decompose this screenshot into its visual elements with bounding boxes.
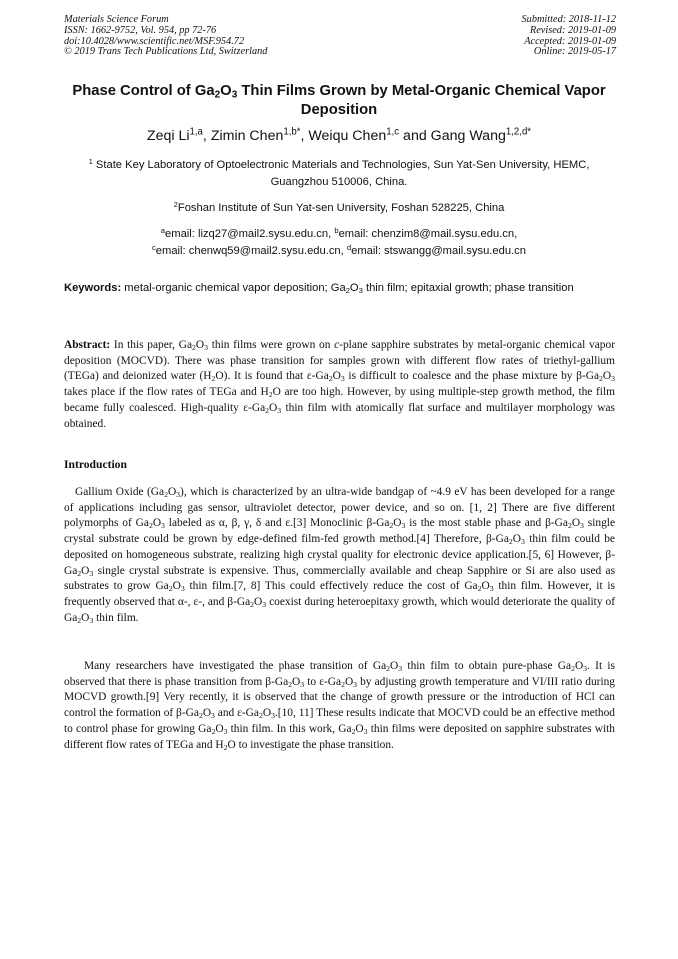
keywords-label: Keywords: bbox=[64, 282, 122, 294]
date-submitted: Submitted: 2018-11-12 bbox=[521, 14, 616, 25]
date-revised: Revised: 2019-01-09 bbox=[529, 24, 616, 36]
author-emails: $^a$email: lizq27@mail2.sysu.edu.cn, $^b$email: chenzim8@mail.sysu.edu.cn, $^c$email: chenwq59@mail2.sysu.edu.cn, $^d$email: stswangg@mail.sysu.edu.cn bbox=[151, 225, 527, 257]
journal-copyright: © 2019 Trans Tech Publications Ltd, Switzerland bbox=[64, 46, 268, 58]
author-name: Gang Wang bbox=[430, 128, 506, 144]
affiliation-1: $^1$ State Key Laboratory of Optoelectronic Materials and Technologies, Sun Yat-Sen University, HEMC, Guangzhou 510006, China. bbox=[88, 156, 590, 188]
introduction-paragraph-2: Many researchers have investigated the phase transition of $Ga_2O_3$ thin film to obtain pure-phase $Ga_2O_3$. It is observed that there is phase transition from $\beta-Ga_2O_3$ to $\varepsilon-Ga_2O_3$ by adjusting growth temperature and VI/III ratio during MOCVD growth.[9] Very recently, it is observed that the change of growth pressure or the introduction of HCl can control the formation of $\beta-Ga_2O_3$ and $\varepsilon-Ga_2O_3.[10$, 11] These results indicate that MOCVD could be an effective method to control phase for growing $Ga_2O_3$ thin film. In this work, $Ga_2O_3$ thin films were deposited on sapphire substrates with different flow rates of TEGa and $H_2O$ to investigate the phase transition. bbox=[64, 660, 616, 752]
author-name: Zimin Chen bbox=[210, 128, 284, 144]
abstract: Abstract: In this paper, $Ga_2O_3$ thin films were grown on c-plane sapphire substrates by metal-organic chemical vapor deposition (MOCVD). There was phase transition for samples grown with different flow rates of triethyl-gallium (TEGa) and deionized water $(H_2O)$. It is found that $\varepsilon-Ga_2O_3$ is difficult to coalesce and the phase mixture by $\beta-Ga_2O_3$ takes place if the flow rates of TEGa and $H_2O$ are too high. However, by using multiple-step growth method, the film became fully coalesced. High-quality $\varepsilon-Ga_2O_3$ thin film with atomically flat surface and multilayer morphology was obtained. bbox=[64, 339, 615, 430]
abstract-label: Abstract: bbox=[64, 339, 111, 351]
date-online: Online: 2019-05-17 bbox=[533, 46, 616, 58]
author-name: Zeqi Li bbox=[146, 128, 190, 144]
journal-info bbox=[64, 15, 267, 58]
publication-dates bbox=[522, 15, 616, 58]
journal-name: Materials Science Forum bbox=[64, 14, 169, 25]
journal-doi: doi:10.4028/www.scientific.net/MSF.954.72 bbox=[64, 35, 245, 47]
affiliation-2: $^2$Foshan Institute of Sun Yat-sen University, Foshan 528225, China bbox=[173, 199, 505, 214]
author-name: Weiqu Chen bbox=[308, 128, 387, 144]
introduction-paragraph-1: Gallium Oxide $(Ga_2O_3)$, which is characterized by an ultra-wide bandgap of ~4.9 eV has been developed for a range of applications including gas sensor, ultraviolet detector, power device, and so on. [1, 2] There are five different polymorphs of $Ga_2O_3$ labeled as α, β, γ, δ and ε.[3] Monoclinic $\beta-Ga_2O_3$ is the most stable phase and $\beta-Ga_2O_3$ single crystal substrate could be grown by edge-defined film-fed growth method.[4] Therefore, $\beta-Ga_2O_3$ thin film could be deposited on homogeneous substrate, realizing high crystal quality for electronic device application.[5, 6] However, $\beta-Ga_2O_3$ single crystal substrate is expensive. Thus, commercially available and cheap Sapphire or Si are also used as substrates to grow $Ga_2O_3$ thin film.[7, 8] This could effectively reduce the cost of $Ga_2O_3$ thin film. However, it is frequently observed that α-, ε-, and $\beta-Ga_2O_3$ coexist during heteroepitaxy growth, which would deteriorate the quality of $Ga_2O_3$ thin film. bbox=[64, 486, 615, 625]
keywords: Keywords: metal-organic chemical vapor deposition; $Ga_2O_3$ thin film; epitaxial growth; phase transition bbox=[64, 282, 574, 295]
author-list: Zeqi Li$^{1,a}$, Zimin Chen$^{1,b*}$, Weiqu Chen$^{1,c}$ and Gang Wang$^{1,2,d*}$ bbox=[146, 126, 532, 144]
date-accepted: Accepted: 2019-01-09 bbox=[524, 35, 616, 47]
section-heading-introduction: Introduction bbox=[64, 458, 127, 471]
journal-issn: ISSN: 1662-9752, Vol. 954, pp 72-76 bbox=[64, 24, 217, 36]
paper-title: Phase Control of $Ga_2O_3$ Thin Films Grown by Metal-Organic Chemical Vapor Deposition bbox=[72, 83, 606, 118]
